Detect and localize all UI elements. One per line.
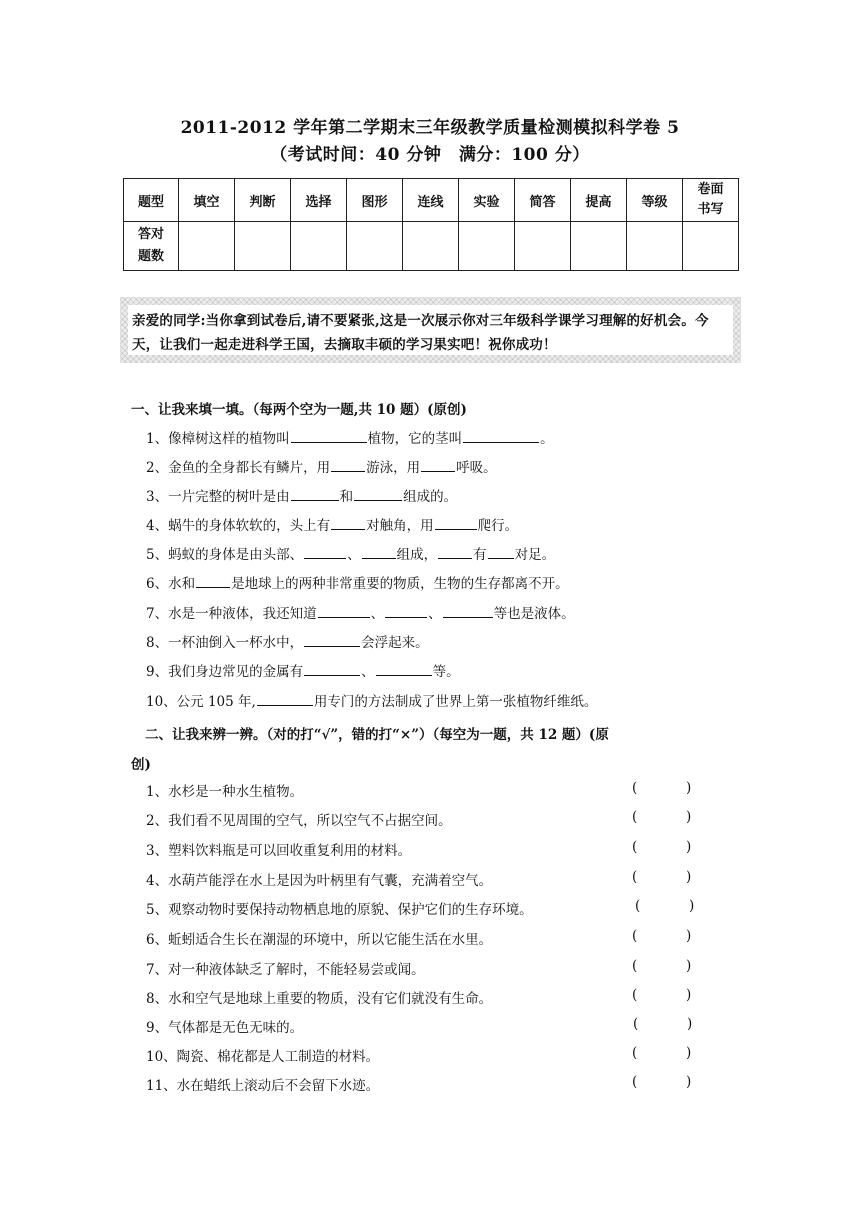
question-text: 、 <box>370 606 385 622</box>
paren-right: ) <box>686 1045 692 1061</box>
score-cell[interactable] <box>347 222 403 271</box>
question-text: 爬行。 <box>477 518 519 534</box>
answer-blank[interactable] <box>443 603 493 618</box>
exam-title: 2011-2012 学年第二学期末三年级教学质量检测模拟科学卷 5 <box>180 118 680 138</box>
question-text: 1、像樟树这样的植物叫 <box>146 431 290 447</box>
question-text: 8、一杯油倒入一杯水中， <box>146 635 304 651</box>
question-text: 2、金鱼的全身都长有鳞片，用 <box>146 460 331 476</box>
paren-right: ) <box>686 928 692 944</box>
fill-question-3 <box>146 485 457 505</box>
question-text: 7、水是一种液体，我还知道 <box>146 606 317 622</box>
paren-right: ) <box>686 869 692 885</box>
judge-question: 10、陶瓷、棉花都是人工制造的材料。 <box>146 1049 380 1065</box>
question-text: 4、蜗牛的身体软软的，头上有 <box>146 518 331 534</box>
answer-blank[interactable] <box>421 457 455 472</box>
question-text: 5、蚂蚁的身体是由头部、 <box>146 547 304 563</box>
question-text: 、 <box>428 606 442 622</box>
answer-blank[interactable] <box>318 603 370 618</box>
paren-left: ( <box>632 839 638 855</box>
paren-left: ( <box>632 1045 638 1061</box>
question-text: 对足。 <box>514 547 556 563</box>
question-text: 等。 <box>432 664 460 680</box>
score-header-cell: 等级 <box>627 179 683 222</box>
score-table-header-row <box>124 179 739 222</box>
score-cell[interactable] <box>571 222 627 271</box>
paren-right: ) <box>686 987 692 1003</box>
question-text: 游泳，用 <box>366 460 421 476</box>
score-header-cell: 题型 <box>124 179 179 222</box>
exam-subtitle: （考试时间：40 分钟 满分：100 分） <box>270 145 590 165</box>
question-text: 会浮起来。 <box>361 635 429 651</box>
judge-question: 7、对一种液体缺乏了解时，不能轻易尝或闻。 <box>146 962 425 978</box>
paren-right: ) <box>686 780 692 796</box>
question-text: 组成， <box>396 547 438 563</box>
question-text: 、 <box>347 547 361 563</box>
question-text: 。 <box>540 431 554 447</box>
score-cell[interactable] <box>515 222 571 271</box>
question-text: 呼吸。 <box>456 460 497 476</box>
answer-blank[interactable] <box>362 544 396 559</box>
score-cell[interactable] <box>683 222 739 271</box>
paren-right: ) <box>689 898 695 914</box>
score-header-cell: 连线 <box>403 179 459 222</box>
section2-heading <box>131 720 745 780</box>
answer-blank[interactable] <box>438 544 472 559</box>
paren-right: ) <box>686 958 692 974</box>
question-text: 用专门的方法制成了世界上第一张植物纤维纸。 <box>313 694 598 710</box>
fill-question-10 <box>146 690 597 710</box>
fill-question-9 <box>146 660 460 680</box>
paren-left: ( <box>632 1074 638 1090</box>
paren-left: ( <box>632 958 638 974</box>
paren-left: ( <box>632 780 638 796</box>
question-text: 是地球上的两种非常重要的物质，生物的生存都离不开。 <box>231 576 569 592</box>
score-header-cell: 图形 <box>347 179 403 222</box>
score-row-label: 答对 题数 <box>124 222 179 271</box>
answer-blank[interactable] <box>257 691 313 706</box>
fill-question-6 <box>146 572 569 592</box>
question-text: 和 <box>339 489 354 505</box>
question-text: 6、水和 <box>146 576 196 592</box>
answer-blank[interactable] <box>304 632 360 647</box>
paren-left: ( <box>632 928 638 944</box>
notice-text: 亲爱的同学:当你拿到试卷后,请不要紧张,这是一次展示你对三年级科学课学习理解的好机会。今天，让我们一起走进科学王国，去摘取丰硕的学习果实吧！祝你成功！ <box>128 305 733 355</box>
question-text: 3、一片完整的树叶是由 <box>146 489 290 505</box>
question-text: 等也是液体。 <box>493 606 575 622</box>
answer-blank[interactable] <box>291 428 367 443</box>
answer-blank[interactable] <box>304 544 346 559</box>
paren-left: ( <box>633 1016 639 1032</box>
judge-question: 4、水葫芦能浮在水上是因为叶柄里有气囊，充满着空气。 <box>146 873 493 889</box>
paren-left: ( <box>632 869 638 885</box>
score-cell[interactable] <box>403 222 459 271</box>
fill-question-7 <box>146 602 575 622</box>
score-header-cell: 判断 <box>235 179 291 222</box>
score-header-cell: 实验 <box>459 179 515 222</box>
score-cell[interactable] <box>179 222 235 271</box>
question-text: 组成的。 <box>403 489 458 505</box>
paren-right: ) <box>687 1016 693 1032</box>
score-cell[interactable] <box>459 222 515 271</box>
score-cell[interactable] <box>235 222 291 271</box>
answer-blank[interactable] <box>463 428 539 443</box>
section2-heading-text: 二、让我来辨一辨。（对的打“√”，错的打“×”）（每空为一题，共 12 题）(原 <box>145 727 609 743</box>
fill-question-4 <box>146 514 518 534</box>
fill-question-8 <box>146 631 429 651</box>
answer-blank[interactable] <box>196 573 230 588</box>
question-text: 9、我们身边常见的金属有 <box>146 664 304 680</box>
score-header-cell: 卷面 书写 <box>683 179 739 222</box>
paren-left: ( <box>635 898 641 914</box>
judge-question: 6、蚯蚓适合生长在潮湿的环境中，所以它能生活在水里。 <box>146 932 493 948</box>
question-text: 有 <box>473 547 487 563</box>
score-cell[interactable] <box>627 222 683 271</box>
paren-right: ) <box>686 809 692 825</box>
score-header-cell: 选择 <box>291 179 347 222</box>
answer-blank[interactable] <box>331 457 365 472</box>
score-table <box>123 178 739 271</box>
answer-blank[interactable] <box>354 486 402 501</box>
score-header-cell: 提高 <box>571 179 627 222</box>
question-text: 对触角，用 <box>366 518 434 534</box>
fill-question-5 <box>146 543 555 563</box>
notice-box <box>120 297 741 363</box>
paren-left: ( <box>632 809 638 825</box>
question-text: 10、公元 105 年, <box>146 694 256 710</box>
judge-question: 11、水在蜡纸上滚动后不会留下水迹。 <box>146 1078 380 1094</box>
judge-question: 8、水和空气是地球上重要的物质，没有它们就没有生命。 <box>146 991 493 1007</box>
judge-question: 1、水杉是一种水生植物。 <box>146 784 304 800</box>
judge-question: 9、气体都是无色无味的。 <box>146 1020 304 1036</box>
score-cell[interactable] <box>291 222 347 271</box>
answer-blank[interactable] <box>385 603 427 618</box>
answer-blank[interactable] <box>331 515 365 530</box>
question-text: 、 <box>361 664 375 680</box>
score-header-cell: 简答 <box>515 179 571 222</box>
paren-right: ) <box>686 1074 692 1090</box>
answer-blank[interactable] <box>304 661 360 676</box>
answer-blank[interactable] <box>435 515 477 530</box>
score-header-cell: 填空 <box>179 179 235 222</box>
judge-question: 2、我们看不见周围的空气，所以空气不占据空间。 <box>146 813 452 829</box>
section2-heading-cont: 创) <box>131 757 151 773</box>
fill-question-2 <box>146 456 497 476</box>
paren-left: ( <box>632 987 638 1003</box>
section1-heading: 一、让我来填一填。（每两个空为一题,共 10 题）(原创) <box>131 402 467 418</box>
fill-question-1 <box>146 427 554 447</box>
paren-right: ) <box>686 839 692 855</box>
score-table-count-row <box>124 222 739 271</box>
answer-blank[interactable] <box>488 544 514 559</box>
judge-question: 5、观察动物时要保持动物栖息地的原貌、保护它们的生存环境。 <box>146 902 533 918</box>
question-text: 植物，它的茎叫 <box>367 431 463 447</box>
judge-question: 3、塑料饮料瓶是可以回收重复利用的材料。 <box>146 843 412 859</box>
answer-blank[interactable] <box>376 661 432 676</box>
answer-blank[interactable] <box>291 486 339 501</box>
